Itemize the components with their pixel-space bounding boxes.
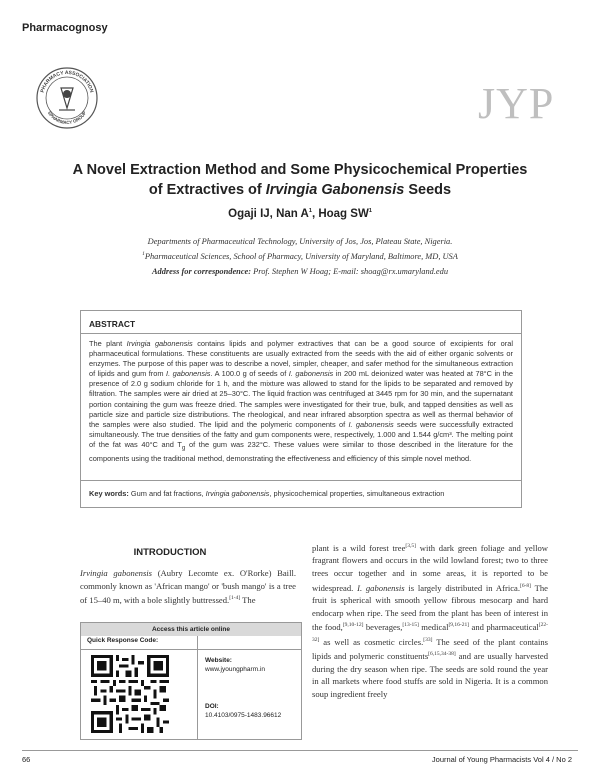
- section-label: Pharmacognosy: [22, 22, 108, 34]
- keywords-divider: [81, 480, 521, 481]
- intro-text: The fruit is spherical with smooth yellow fibrous mesocarp and hard endocarp when ripe. The seed from the plant has been of interest in the food,: [312, 582, 548, 633]
- citation: [6-8]: [520, 582, 531, 589]
- author-2-sup: 1: [308, 208, 312, 215]
- citation: [9,16-21]: [448, 622, 470, 629]
- article-title: [40, 160, 560, 200]
- access-heading: Access this article online: [81, 623, 301, 636]
- intro-text: and are usually harvested during the dry season when ripe. The seeds are sold round the year in all markets where food stuffs are sold in Nigeria. It is a common soup ingredient freely: [312, 651, 548, 699]
- correspondence: [40, 267, 560, 276]
- intro-text: The seed of the plant contains lipids and polymeric constituents: [312, 636, 548, 662]
- intro-text: The: [240, 595, 256, 606]
- abstract-body: [89, 339, 513, 464]
- intro-text: medical: [418, 622, 449, 633]
- qr-code-icon[interactable]: [91, 655, 169, 733]
- title-line-2-prefix: of Extractives of: [148, 182, 266, 198]
- citation: [9,10-12]: [342, 622, 364, 629]
- affiliations: [40, 236, 560, 263]
- author-3: Hoag SW: [318, 208, 369, 220]
- abstract-species: I. gabonensis: [166, 369, 211, 379]
- title-line-1: A Novel Extraction Method and Some Physicochemical Properties: [72, 162, 528, 178]
- access-column-divider: [197, 636, 198, 739]
- intro-left-column: [80, 567, 296, 607]
- qr-label: Quick Response Code:: [87, 637, 159, 644]
- doi-link[interactable]: 10.4103/0975-1483.96612: [205, 712, 282, 719]
- keywords-label: Key words:: [89, 489, 129, 498]
- author-2: Nan A: [276, 208, 309, 220]
- correspondence-text: Prof. Stephen W Hoag; E-mail: shoag@rx.umaryland.edu: [251, 267, 449, 276]
- abstract-box: [80, 310, 522, 508]
- intro-text: with dark green foliage and yellow fragrant flowers and occurs in the wild lowland forest; two to three trees occur together and in some areas, it is reported to be widespread.: [312, 542, 548, 593]
- logo-text-bottom: SPHARMACY GROUP: [46, 110, 88, 126]
- intro-species: Irvingia gabonensis: [80, 568, 153, 578]
- abstract-text: seeds were successfully extracted simultaneously. The true densities of the fatty and gum components were, respectively, 1.000 and 1.544 g/cm³. The melting point of the fat was 40°C and T: [89, 419, 513, 449]
- citation: [3,5]: [405, 543, 416, 549]
- intro-species: I. gabonensis: [357, 582, 405, 593]
- correspondence-label: Address for correspondence:: [151, 267, 252, 276]
- citation: [6,15,34-38]: [428, 651, 456, 658]
- citation: [33]: [423, 636, 433, 643]
- citation: [1-4]: [229, 595, 241, 602]
- affiliation-2-text: Pharmaceutical Sciences, School of Pharmacy, University of Maryland, Baltimore, MD, USA: [144, 251, 458, 261]
- title-line-2: [40, 180, 560, 200]
- affiliation-2-sup: 1: [142, 251, 145, 257]
- page-number: 66: [22, 755, 31, 764]
- abstract-text: . A 100.0 g of seeds of: [210, 369, 289, 379]
- intro-text: plant is a wild forest tree: [312, 542, 406, 553]
- abstract-divider: [81, 333, 521, 334]
- access-divider: [81, 649, 301, 650]
- keywords-text: , physicochemical properties, simultaneous extraction: [269, 489, 445, 498]
- access-online-box: [80, 622, 302, 740]
- abstract-species: I. gabonensis: [288, 369, 334, 379]
- svg-text:SPHARMACY GROUP: [47, 110, 87, 125]
- title-line-2-suffix: Seeds: [404, 182, 452, 198]
- abstract-species: I. gabonensis: [348, 419, 394, 429]
- intro-right-column: [312, 540, 548, 700]
- abstract-text: The plant: [89, 339, 127, 348]
- introduction-heading: INTRODUCTION: [133, 547, 207, 558]
- author-separator: ,: [269, 208, 277, 220]
- abstract-text: of the gum was 232°C. These values were similar to those described in the literature for the components using the traditional method, demonstrating the effectiveness and efficiency of this simple novel method.: [89, 439, 514, 463]
- author-3-sup: 1: [368, 208, 372, 215]
- intro-text: (Aubry Lecomte ex. O'Rorke) Baill. commonly known as 'African mango' or 'bush mango' is a tree of 15–40 m, with a bole slightly buttressed.: [80, 568, 296, 606]
- association-logo: [35, 66, 99, 130]
- author-1: Ogaji IJ: [228, 208, 270, 220]
- keywords-species: Irvingia gabonensis: [205, 489, 270, 498]
- doi-label: DOI:: [205, 703, 219, 710]
- website-label: Website:: [205, 657, 232, 664]
- intro-text: as well as cosmetic circles.: [319, 636, 424, 647]
- abstract-species: Irvingia gabonensis: [126, 339, 193, 348]
- affiliation-2: [40, 248, 560, 263]
- citation: [13-15]: [402, 622, 419, 629]
- author-separator: ,: [311, 208, 319, 220]
- abstract-heading: ABSTRACT: [89, 319, 136, 329]
- keywords-text: Gum and fat fractions,: [128, 489, 206, 498]
- title-species: Irvingia Gabonensis: [265, 182, 405, 198]
- affiliation-1: Departments of Pharmaceutical Technology, University of Jos, Jos, Plateau State, Nigeria.: [147, 237, 453, 246]
- intro-text: and pharmaceutical: [469, 622, 539, 633]
- author-list: [40, 208, 560, 220]
- citation: [22-32]: [312, 622, 548, 643]
- journal-footer: Journal of Young Pharmacists Vol 4 / No 2: [431, 755, 572, 764]
- abstract-text: contains lipids and polymer extractives that can be a good source of excipients for oral pharmaceutical formulations. These constituents are usually extracted from the seeds with the aid of either organic solvents or enzymes. The purpose of this paper was to describe a novel, simpler, cheaper, and safer method for the simultaneous extraction of lipids and gum from: [89, 339, 513, 379]
- logo-text-top: PHARMACY ASSOCIATION: [39, 69, 95, 94]
- keywords: [89, 489, 444, 498]
- abstract-subscript: g: [181, 444, 186, 452]
- intro-text: is largely distributed in Africa.: [404, 582, 520, 593]
- intro-text: beverages,: [363, 622, 403, 633]
- journal-logo: JYP: [478, 79, 555, 128]
- footer-divider: [22, 750, 578, 751]
- abstract-text: in 200 mL deionized water was heated at 78°C in the presence of 2.0 g sodium chloride for 1 h, and the mixture was allowed to stand for the lipids to be separated and removed by filtration. The samples were air dried at 25–30°C. The liquid fraction was centrifuged at 3445 rpm for 30 min, and the supernatant portion containing the gum was freeze dried. The samples were investigated for their true, bulk, and tapped densities as well as particle size and particle size distributions. The rheological, and near infrared absorption spectra as well as thermal behavior of the samples were also studied. The lipid and the polymeric components of: [89, 369, 514, 429]
- website-link[interactable]: www.jyoungpharm.in: [205, 666, 265, 673]
